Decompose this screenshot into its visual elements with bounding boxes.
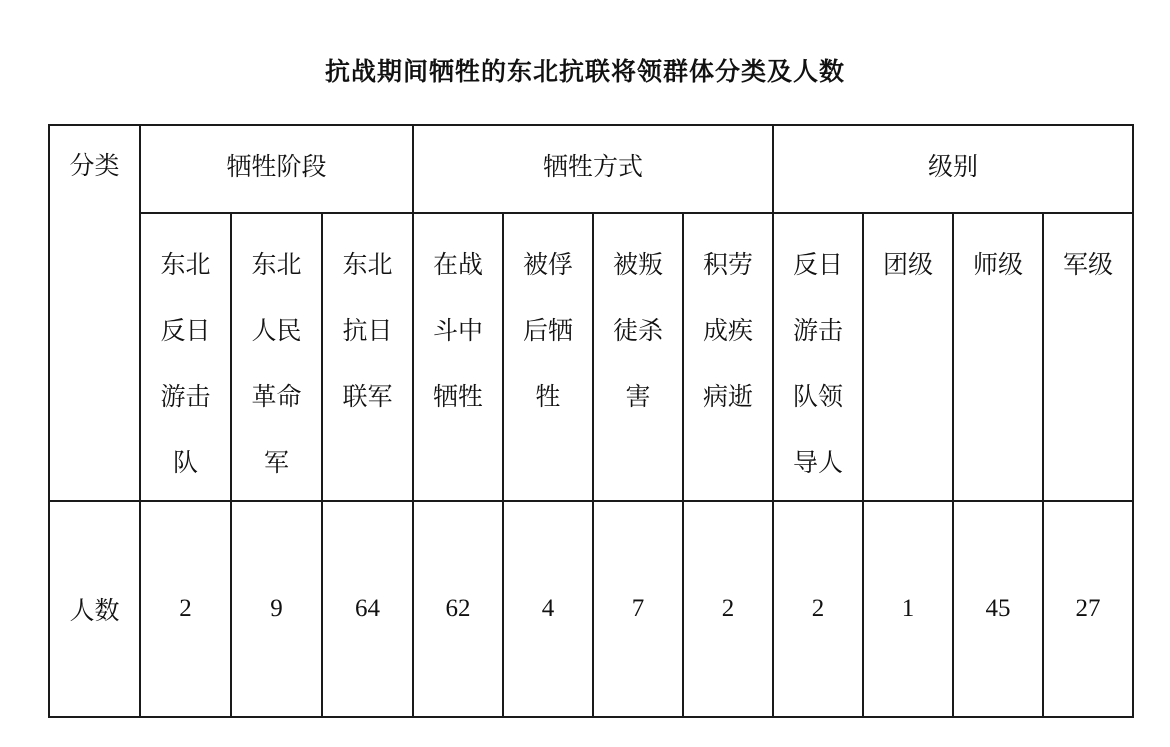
value-cell: 2 [140,501,231,717]
value-cell: 7 [593,501,683,717]
value-cell: 45 [953,501,1043,717]
subheader-label: 被叛徒杀害 [613,250,664,411]
subheader-cell [593,213,683,501]
value-cell: 64 [322,501,413,717]
row-label-cell [49,501,140,717]
count-row [49,501,1133,717]
subheader-cell [863,213,953,501]
subheader-label: 师级 [973,250,1024,279]
subheader-cell [953,213,1043,501]
subheader-label: 在战斗中牺牲 [433,250,484,411]
value-cell: 27 [1043,501,1133,717]
subheader-cell [773,213,863,501]
subheader-cell [140,213,231,501]
subheader-label: 东北反日游击队 [160,250,211,477]
row-label: 人数 [69,596,120,625]
subheader-cell [231,213,322,501]
subheader-label: 积劳成疾病逝 [703,250,754,411]
casualty-table [48,124,1134,718]
value-cell: 2 [683,501,773,717]
value-cell: 62 [413,501,503,717]
value-cell: 4 [503,501,593,717]
subheader-label: 团级 [883,250,934,279]
subheader-label: 被俘后牺牲 [523,250,574,411]
subheader-label: 东北抗日联军 [342,250,393,411]
subheader-label: 军级 [1063,250,1114,279]
group-header-row [49,125,1133,213]
subheader-cell [683,213,773,501]
group-header-method: 牺牲方式 [413,125,773,213]
subheader-row [49,213,1133,501]
value-cell: 9 [231,501,322,717]
subheader-cell [322,213,413,501]
subheader-label: 东北人民革命军 [251,250,302,477]
value-cell: 2 [773,501,863,717]
subheader-cell [503,213,593,501]
subheader-label: 反日游击队领导人 [793,250,844,477]
table-title: 抗战期间牺牲的东北抗联将领群体分类及人数 [324,57,845,86]
group-header-stage: 牺牲阶段 [140,125,413,213]
category-header-cell [49,125,140,501]
group-header-rank: 级别 [773,125,1133,213]
value-cell: 1 [863,501,953,717]
subheader-cell [1043,213,1133,501]
subheader-cell [413,213,503,501]
category-header: 分类 [69,151,120,180]
